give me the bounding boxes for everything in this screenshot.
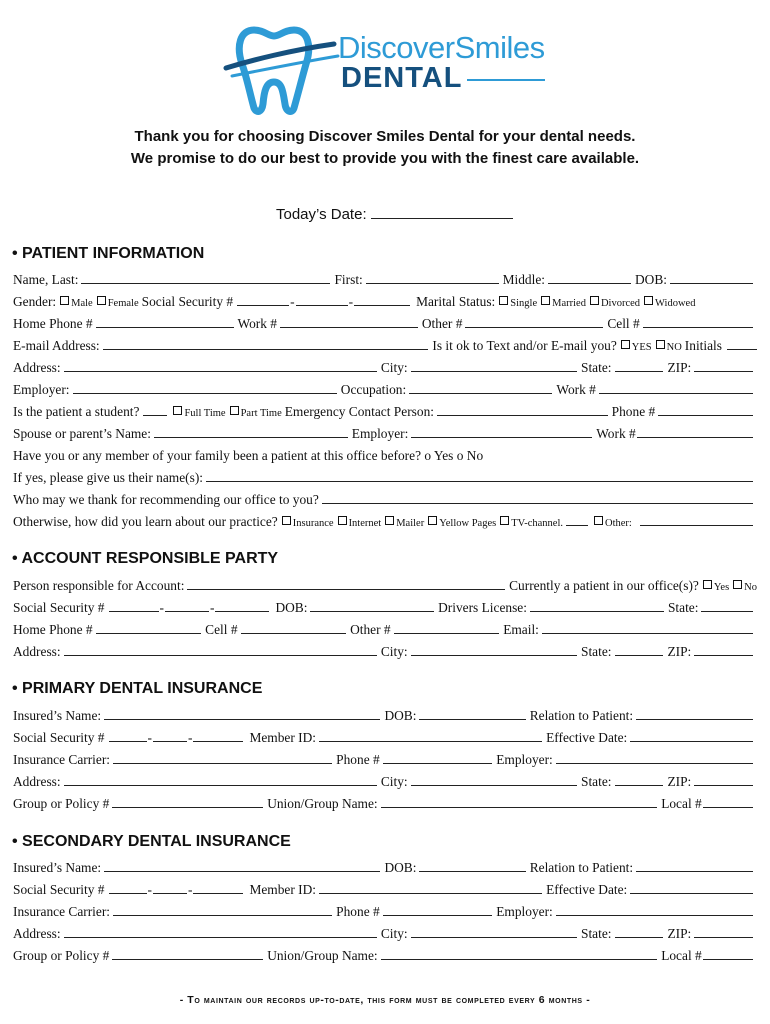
- label-zip: ZIP:: [667, 360, 692, 375]
- field-secondary-union[interactable]: [381, 948, 658, 960]
- label-account-dob: DOB:: [275, 600, 308, 615]
- field-account-ssn-3[interactable]: [215, 600, 269, 612]
- field-phone[interactable]: [658, 404, 753, 416]
- label-secondary-effective: Effective Date:: [546, 882, 628, 897]
- field-primary-zip[interactable]: [694, 774, 753, 786]
- label-primary-group: Group or Policy #: [13, 796, 110, 811]
- label-secondary-member: Member ID:: [249, 882, 316, 897]
- label-license: Drivers License:: [438, 600, 527, 615]
- intro-line-1: Thank you for choosing Discover Smiles Dental for your dental needs.: [134, 128, 636, 145]
- label-insurance: Insurance: [292, 518, 334, 529]
- label-learn: Otherwise, how did you learn about our practice?: [13, 514, 278, 529]
- row-gender: Gender: Male Female Social Security # - - Marital Status: Single Married Divorced Widowed: [13, 294, 696, 309]
- field-primary-effective[interactable]: [630, 730, 753, 742]
- field-account-email[interactable]: [542, 622, 753, 634]
- field-account-other[interactable]: [394, 622, 500, 634]
- field-primary-group[interactable]: [112, 796, 263, 808]
- label-primary-city: City:: [380, 774, 408, 789]
- section-primary-dental-insurance: • PRIMARY DENTAL INSURANCE: [12, 680, 263, 697]
- logo: [222, 16, 552, 116]
- label-primary-effective: Effective Date:: [546, 730, 628, 745]
- row-spouse: [13, 426, 757, 442]
- label-secondary-phone: Phone #: [336, 904, 380, 919]
- label-license-state: State:: [667, 600, 699, 615]
- label-account-zip: ZIP:: [667, 644, 692, 659]
- logo-line-discoversmiles: DiscoverSmiles: [338, 30, 545, 65]
- label-text-ok: Is it ok to Text and/or E-mail you?: [432, 338, 617, 353]
- field-primary-employer[interactable]: [556, 752, 753, 764]
- field-secondary-employer[interactable]: [556, 904, 753, 916]
- field-secondary-effective[interactable]: [630, 882, 753, 894]
- checkbox-single[interactable]: [499, 296, 508, 305]
- checkbox-internet[interactable]: [338, 516, 347, 525]
- field-primary-phone[interactable]: [383, 752, 493, 764]
- field-dob[interactable]: [670, 272, 753, 284]
- label-text-no: NO: [666, 342, 682, 353]
- field-work2[interactable]: [599, 382, 753, 394]
- label-married: Married: [552, 298, 586, 309]
- section-secondary-dental-insurance: • SECONDARY DENTAL INSURANCE: [12, 833, 291, 850]
- label-middle: Middle:: [502, 272, 545, 287]
- label-current-no: No: [744, 582, 757, 593]
- label-secondary-address: Address:: [13, 926, 61, 941]
- row-primary-group: [13, 796, 757, 812]
- label-employer2: Employer:: [351, 426, 409, 441]
- field-city[interactable]: [411, 360, 577, 372]
- row-secondary-carrier: [13, 904, 757, 920]
- label-part-time: Part Time: [240, 408, 282, 419]
- label-secondary-local: Local #: [661, 948, 702, 963]
- field-state[interactable]: [615, 360, 664, 372]
- field-secondary-city[interactable]: [411, 926, 577, 938]
- label-text-yes: YES: [631, 342, 652, 353]
- field-secondary-phone[interactable]: [383, 904, 493, 916]
- label-primary-carrier: Insurance Carrier:: [13, 752, 111, 767]
- field-account-dob[interactable]: [310, 600, 434, 612]
- field-secondary-member[interactable]: [319, 882, 542, 894]
- row-primary-carrier: [13, 752, 757, 768]
- checkbox-married[interactable]: [541, 296, 550, 305]
- label-secondary-employer: Employer:: [496, 904, 553, 919]
- label-gender: Gender:: [13, 294, 57, 309]
- label-widowed: Widowed: [655, 298, 696, 309]
- footer-text: - To maintain our records up-to-date, this form must be completed every 6 months -: [179, 994, 591, 1006]
- checkbox-current-no[interactable]: [733, 580, 742, 589]
- checkbox-text-no[interactable]: [656, 340, 665, 349]
- row-primary-insured: [13, 708, 757, 724]
- field-primary-relation[interactable]: [636, 708, 753, 720]
- field-secondary-address[interactable]: [64, 926, 377, 938]
- field-work[interactable]: [280, 316, 418, 328]
- label-primary-member: Member ID:: [249, 730, 316, 745]
- row-address: [13, 360, 757, 376]
- label-secondary-dob: DOB:: [384, 860, 417, 875]
- section-patient-information: • PATIENT INFORMATION: [12, 245, 205, 262]
- field-primary-member[interactable]: [319, 730, 542, 742]
- label-account-ssn: Social Security #: [13, 600, 105, 615]
- label-other: Other #: [421, 316, 463, 331]
- field-other[interactable]: [465, 316, 603, 328]
- field-emergency[interactable]: [437, 404, 608, 416]
- field-secondary-carrier[interactable]: [113, 904, 332, 916]
- field-secondary-ssn-3[interactable]: [193, 882, 243, 894]
- label-secondary-union: Union/Group Name:: [267, 948, 378, 963]
- field-tv[interactable]: [566, 514, 588, 526]
- field-person[interactable]: [187, 578, 505, 590]
- field-name-last[interactable]: [81, 272, 330, 284]
- field-primary-state[interactable]: [615, 774, 664, 786]
- field-ssn-2[interactable]: [296, 294, 348, 306]
- field-account-address[interactable]: [64, 644, 377, 656]
- field-spouse[interactable]: [154, 426, 348, 438]
- field-secondary-state[interactable]: [615, 926, 664, 938]
- label-primary-dob: DOB:: [384, 708, 417, 723]
- field-primary-ssn-2[interactable]: [153, 730, 187, 742]
- label-initials: Initials: [684, 338, 722, 353]
- label-family-names: If yes, please give us their name(s):: [13, 470, 204, 485]
- label-secondary-state: State:: [581, 926, 612, 941]
- label-employer: Employer:: [13, 382, 70, 397]
- label-single: Single: [510, 298, 538, 309]
- logo-line-dental: DENTAL: [341, 62, 463, 94]
- label-account-home-phone: Home Phone #: [13, 622, 93, 637]
- field-first[interactable]: [366, 272, 499, 284]
- label-account-cell: Cell #: [205, 622, 238, 637]
- field-account-zip[interactable]: [694, 644, 753, 656]
- field-ssn-3[interactable]: [354, 294, 410, 306]
- label-primary-phone: Phone #: [336, 752, 380, 767]
- checkbox-tv[interactable]: [500, 516, 509, 525]
- row-phones: [13, 316, 757, 332]
- label-full-time: Full Time: [184, 408, 226, 419]
- label-yellow-pages: Yellow Pages: [439, 518, 497, 529]
- label-current-yes: Yes: [713, 582, 730, 593]
- field-primary-city[interactable]: [411, 774, 577, 786]
- row-secondary-ssn: Social Security # - - Member ID: Effective Date:: [13, 882, 757, 898]
- row-family: [13, 448, 757, 464]
- label-state: State:: [581, 360, 612, 375]
- label-mailer: Mailer: [396, 518, 425, 529]
- label-divorced: Divorced: [600, 298, 641, 309]
- field-secondary-dob[interactable]: [419, 860, 525, 872]
- field-other-src[interactable]: [640, 514, 753, 526]
- row-email: [13, 338, 757, 354]
- label-address: Address:: [13, 360, 61, 375]
- row-person: [13, 578, 757, 594]
- row-secondary-group: [13, 948, 757, 964]
- row-secondary-address: [13, 926, 757, 942]
- row-learn: [13, 514, 757, 530]
- field-primary-dob[interactable]: [419, 708, 525, 720]
- label-primary-local: Local #: [661, 796, 702, 811]
- label-work: Work #: [237, 316, 277, 331]
- checkbox-current-yes[interactable]: [703, 580, 712, 589]
- label-primary-state: State:: [581, 774, 612, 789]
- label-thank: Who may we thank for recommending our office to you?: [13, 492, 319, 507]
- field-ssn-1[interactable]: [237, 294, 289, 306]
- label-account-state: State:: [581, 644, 612, 659]
- row-primary-address: [13, 774, 757, 790]
- field-primary-address[interactable]: [64, 774, 377, 786]
- label-occupation: Occupation:: [340, 382, 407, 397]
- label-student: Is the patient a student?: [13, 404, 140, 419]
- field-secondary-zip[interactable]: [694, 926, 753, 938]
- row-employer: [13, 382, 757, 398]
- label-primary-employer: Employer:: [496, 752, 553, 767]
- label-city: City:: [380, 360, 408, 375]
- field-account-city[interactable]: [411, 644, 577, 656]
- label-secondary-carrier: Insurance Carrier:: [13, 904, 111, 919]
- label-spouse: Spouse or parent’s Name:: [13, 426, 151, 441]
- field-employer2[interactable]: [411, 426, 592, 438]
- checkbox-insurance[interactable]: [282, 516, 291, 525]
- label-secondary-ssn: Social Security #: [13, 882, 105, 897]
- label-primary-union: Union/Group Name:: [267, 796, 378, 811]
- label-secondary-group: Group or Policy #: [13, 948, 110, 963]
- row-family-names: [13, 470, 757, 486]
- label-primary-zip: ZIP:: [667, 774, 692, 789]
- label-email: E-mail Address:: [13, 338, 100, 353]
- checkbox-mailer[interactable]: [385, 516, 394, 525]
- label-ssn: Social Security #: [141, 294, 234, 309]
- row-thank: [13, 492, 757, 508]
- todays-date-field[interactable]: [371, 205, 513, 219]
- intro-line-2: We promise to do our best to provide you with the finest care available.: [130, 150, 640, 167]
- field-secondary-relation[interactable]: [636, 860, 753, 872]
- label-marital: Marital Status:: [416, 294, 496, 309]
- checkbox-full-time[interactable]: [173, 406, 182, 415]
- field-email[interactable]: [103, 338, 429, 350]
- field-secondary-ssn-2[interactable]: [153, 882, 187, 894]
- field-student[interactable]: [143, 404, 167, 416]
- field-zip[interactable]: [694, 360, 753, 372]
- row-primary-ssn: Social Security # - - Member ID: Effective Date:: [13, 730, 757, 746]
- footer-note: [0, 994, 770, 1006]
- field-primary-local[interactable]: [703, 796, 753, 808]
- field-primary-union[interactable]: [381, 796, 658, 808]
- label-emergency: Emergency Contact Person:: [284, 404, 434, 419]
- label-person: Person responsible for Account:: [13, 578, 185, 593]
- label-tv: TV-channel.: [511, 518, 564, 529]
- field-license-state[interactable]: [701, 600, 753, 612]
- label-secondary-insured: Insured’s Name:: [13, 860, 102, 875]
- field-primary-ssn-1[interactable]: [109, 730, 147, 742]
- field-secondary-ssn-1[interactable]: [109, 882, 147, 894]
- field-primary-insured[interactable]: [104, 708, 380, 720]
- label-account-city: City:: [380, 644, 408, 659]
- row-student: [13, 404, 757, 420]
- field-account-home-phone[interactable]: [96, 622, 202, 634]
- field-secondary-local[interactable]: [703, 948, 753, 960]
- label-female: Female: [107, 298, 139, 309]
- checkbox-yellow-pages[interactable]: [428, 516, 437, 525]
- field-cell[interactable]: [643, 316, 753, 328]
- field-account-ssn-1[interactable]: [109, 600, 159, 612]
- row-account-address: [13, 644, 757, 660]
- field-employer[interactable]: [73, 382, 337, 394]
- label-other-src: Other:: [605, 518, 632, 529]
- row-secondary-insured: [13, 860, 757, 876]
- field-license[interactable]: [530, 600, 664, 612]
- field-account-cell[interactable]: [241, 622, 347, 634]
- field-account-ssn-2[interactable]: [165, 600, 209, 612]
- todays-date-label: Today’s Date:: [276, 206, 367, 223]
- label-name-last: Name, Last:: [13, 272, 79, 287]
- field-initials[interactable]: [727, 338, 757, 350]
- label-male: Male: [71, 298, 93, 309]
- row-account-ssn: Social Security # - - DOB: Drivers License: State:: [13, 600, 757, 616]
- checkbox-other-src[interactable]: [594, 516, 603, 525]
- field-middle[interactable]: [548, 272, 631, 284]
- label-cell: Cell #: [607, 316, 640, 331]
- field-secondary-group[interactable]: [112, 948, 263, 960]
- label-primary-address: Address:: [13, 774, 61, 789]
- tooth-icon: [222, 16, 342, 116]
- logo-rule: [467, 79, 545, 81]
- section-account-responsible-party: • ACCOUNT RESPONSIBLE PARTY: [12, 550, 279, 567]
- label-work3: Work #: [596, 426, 636, 441]
- checkbox-part-time[interactable]: [230, 406, 239, 415]
- label-account-address: Address:: [13, 644, 61, 659]
- field-home-phone[interactable]: [96, 316, 234, 328]
- row-account-phones: [13, 622, 757, 638]
- checkbox-text-yes[interactable]: [621, 340, 630, 349]
- label-current: Currently a patient in our office(s)?: [509, 578, 699, 593]
- label-family[interactable]: Have you or any member of your family been a patient at this office before? o Yes o No: [13, 448, 484, 463]
- label-phone: Phone #: [611, 404, 656, 419]
- label-first: First:: [334, 272, 363, 287]
- field-address[interactable]: [64, 360, 377, 372]
- label-primary-ssn: Social Security #: [13, 730, 105, 745]
- todays-date: [276, 205, 513, 223]
- label-internet: Internet: [348, 518, 382, 529]
- label-account-other: Other #: [350, 622, 391, 637]
- label-primary-insured: Insured’s Name:: [13, 708, 102, 723]
- field-family-names[interactable]: [206, 470, 753, 482]
- checkbox-female[interactable]: [97, 296, 106, 305]
- label-account-email: Email:: [503, 622, 539, 637]
- field-primary-ssn-3[interactable]: [193, 730, 243, 742]
- field-secondary-insured[interactable]: [104, 860, 380, 872]
- label-dob: DOB:: [635, 272, 667, 287]
- label-secondary-zip: ZIP:: [667, 926, 692, 941]
- label-home-phone: Home Phone #: [13, 316, 93, 331]
- label-primary-relation: Relation to Patient:: [529, 708, 634, 723]
- label-secondary-relation: Relation to Patient:: [529, 860, 634, 875]
- row-name: [13, 272, 757, 288]
- label-secondary-city: City:: [380, 926, 408, 941]
- field-occupation[interactable]: [409, 382, 552, 394]
- field-work3[interactable]: [637, 426, 753, 438]
- label-work2: Work #: [556, 382, 596, 397]
- field-thank[interactable]: [322, 492, 753, 504]
- checkbox-male[interactable]: [60, 296, 69, 305]
- field-primary-carrier[interactable]: [113, 752, 332, 764]
- checkbox-divorced[interactable]: [590, 296, 599, 305]
- checkbox-widowed[interactable]: [644, 296, 653, 305]
- field-account-state[interactable]: [615, 644, 664, 656]
